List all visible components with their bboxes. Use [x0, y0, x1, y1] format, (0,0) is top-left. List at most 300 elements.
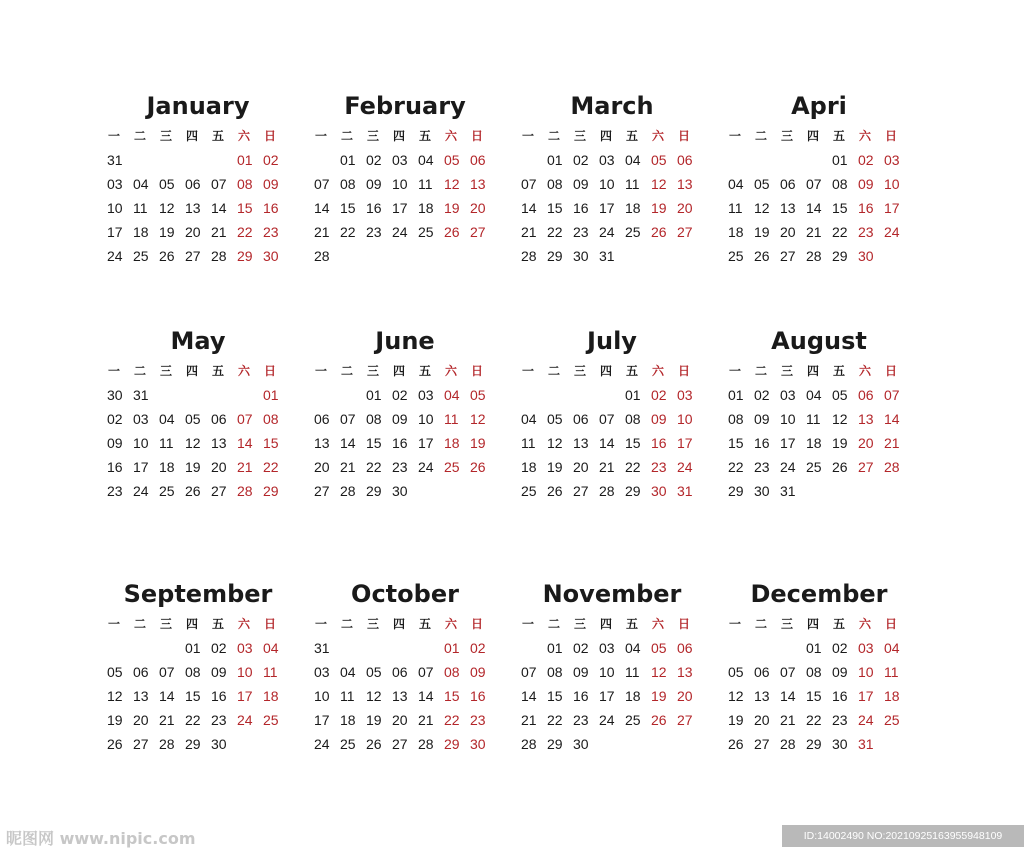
empty-cell — [829, 479, 855, 503]
weekday-header: 六 — [445, 617, 458, 631]
day-cell: 09 — [858, 176, 874, 192]
weekday-header: 六 — [445, 129, 458, 143]
weekday-header: 日 — [264, 129, 277, 143]
day-cell: 01 — [185, 640, 201, 656]
month-grid — [311, 359, 495, 503]
day-cell: 22 — [547, 712, 563, 728]
weekday-header: 日 — [471, 129, 484, 143]
day-cell: 03 — [392, 152, 408, 168]
weekday-header: 四 — [600, 617, 613, 631]
day-cell: 08 — [185, 664, 201, 680]
day-cell: 17 — [107, 224, 123, 240]
day-cell: 14 — [521, 688, 537, 704]
day-cell: 14 — [780, 688, 796, 704]
weekday-header: 一 — [108, 617, 121, 631]
day-cell: 02 — [366, 152, 382, 168]
month-title: August — [771, 327, 867, 355]
day-cell: 17 — [599, 200, 615, 216]
weekday-header: 五 — [833, 617, 846, 631]
day-cell: 02 — [392, 387, 408, 403]
day-cell: 20 — [185, 224, 201, 240]
day-cell: 01 — [832, 152, 848, 168]
day-cell: 20 — [470, 200, 486, 216]
day-cell: 30 — [651, 483, 667, 499]
day-cell: 25 — [159, 483, 175, 499]
day-cell: 15 — [185, 688, 201, 704]
day-cell: 20 — [677, 200, 693, 216]
day-cell: 18 — [159, 459, 175, 475]
day-cell: 23 — [858, 224, 874, 240]
weekday-header: 一 — [522, 617, 535, 631]
day-cell: 02 — [211, 640, 227, 656]
weekday-header: 五 — [626, 129, 639, 143]
weekday-header: 二 — [548, 617, 561, 631]
day-cell: 15 — [340, 200, 356, 216]
weekday-header: 一 — [315, 129, 328, 143]
day-cell: 04 — [806, 387, 822, 403]
empty-cell — [104, 636, 130, 660]
day-cell: 13 — [677, 664, 693, 680]
empty-cell — [208, 148, 234, 172]
day-cell: 11 — [418, 176, 433, 192]
weekday-header: 二 — [755, 617, 768, 631]
day-cell: 26 — [470, 459, 486, 475]
day-cell: 14 — [599, 435, 615, 451]
weekday-header: 四 — [186, 617, 199, 631]
day-cell: 03 — [599, 152, 615, 168]
day-cell: 06 — [754, 664, 770, 680]
month-title: March — [570, 92, 654, 120]
weekday-header: 日 — [264, 617, 277, 631]
day-cell: 23 — [573, 712, 589, 728]
weekday-header: 日 — [678, 617, 691, 631]
day-cell: 28 — [159, 736, 175, 752]
weekday-header: 三 — [367, 364, 380, 378]
day-cell: 22 — [806, 712, 822, 728]
day-cell: 18 — [806, 435, 822, 451]
day-cell: 27 — [314, 483, 330, 499]
weekday-header: 六 — [445, 364, 458, 378]
day-cell: 24 — [599, 712, 615, 728]
day-cell: 08 — [728, 411, 744, 427]
day-cell: 21 — [806, 224, 822, 240]
day-cell: 04 — [625, 152, 641, 168]
empty-cell — [467, 479, 493, 503]
weekday-header: 五 — [212, 364, 225, 378]
empty-cell — [234, 383, 260, 407]
day-cell: 14 — [340, 435, 356, 451]
weekday-header: 三 — [574, 364, 587, 378]
day-cell: 18 — [340, 712, 356, 728]
empty-cell — [881, 244, 907, 268]
weekday-header: 五 — [212, 617, 225, 631]
day-cell: 31 — [780, 483, 796, 499]
day-cell: 04 — [133, 176, 149, 192]
day-cell: 10 — [599, 664, 615, 680]
weekday-header: 一 — [729, 364, 742, 378]
day-cell: 25 — [806, 459, 822, 475]
day-cell: 27 — [133, 736, 149, 752]
day-cell: 12 — [547, 435, 563, 451]
weekday-header: 二 — [134, 129, 147, 143]
day-cell: 30 — [832, 736, 848, 752]
day-cell: 20 — [677, 688, 693, 704]
day-cell: 22 — [728, 459, 744, 475]
day-cell: 01 — [547, 640, 563, 656]
month-october — [315, 580, 495, 756]
day-cell: 28 — [780, 736, 796, 752]
month-april — [729, 92, 909, 268]
empty-cell — [518, 148, 544, 172]
day-cell: 09 — [366, 176, 382, 192]
day-cell: 12 — [107, 688, 123, 704]
day-cell: 14 — [806, 200, 822, 216]
day-cell: 09 — [107, 435, 123, 451]
month-grid — [725, 359, 909, 503]
day-cell: 08 — [625, 411, 641, 427]
day-cell: 09 — [573, 664, 589, 680]
weekday-header: 二 — [755, 129, 768, 143]
empty-cell — [389, 636, 415, 660]
day-cell: 11 — [728, 200, 743, 216]
day-cell: 30 — [263, 248, 279, 264]
empty-cell — [130, 148, 156, 172]
day-cell: 11 — [884, 664, 899, 680]
day-cell: 22 — [832, 224, 848, 240]
day-cell: 11 — [159, 435, 174, 451]
day-cell: 06 — [185, 176, 201, 192]
day-cell: 30 — [107, 387, 123, 403]
weekday-header: 三 — [781, 617, 794, 631]
day-cell: 24 — [858, 712, 874, 728]
day-cell: 17 — [392, 200, 408, 216]
day-cell: 26 — [651, 712, 667, 728]
weekday-header: 五 — [626, 617, 639, 631]
day-cell: 29 — [832, 248, 848, 264]
weekday-header: 二 — [134, 617, 147, 631]
empty-cell — [777, 636, 803, 660]
empty-cell — [881, 479, 907, 503]
day-cell: 28 — [884, 459, 900, 475]
empty-cell — [130, 636, 156, 660]
day-cell: 15 — [547, 200, 563, 216]
empty-cell — [156, 636, 182, 660]
day-cell: 13 — [677, 176, 693, 192]
day-cell: 19 — [651, 200, 667, 216]
day-cell: 24 — [884, 224, 900, 240]
day-cell: 24 — [392, 224, 408, 240]
weekday-header: 二 — [341, 129, 354, 143]
day-cell: 13 — [470, 176, 486, 192]
day-cell: 07 — [159, 664, 175, 680]
empty-cell — [803, 148, 829, 172]
month-title: September — [123, 580, 273, 608]
weekday-header: 日 — [471, 364, 484, 378]
month-title: January — [146, 92, 250, 120]
day-cell: 21 — [237, 459, 253, 475]
day-cell: 17 — [858, 688, 874, 704]
day-cell: 29 — [728, 483, 744, 499]
day-cell: 24 — [418, 459, 434, 475]
weekday-header: 六 — [652, 617, 665, 631]
weekday-header: 五 — [419, 617, 432, 631]
day-cell: 20 — [754, 712, 770, 728]
day-cell: 02 — [470, 640, 486, 656]
day-cell: 14 — [211, 200, 227, 216]
day-cell: 19 — [470, 435, 486, 451]
day-cell: 22 — [547, 224, 563, 240]
day-cell: 23 — [832, 712, 848, 728]
day-cell: 01 — [547, 152, 563, 168]
day-cell: 24 — [780, 459, 796, 475]
weekday-header: 六 — [652, 364, 665, 378]
empty-cell — [596, 383, 622, 407]
day-cell: 04 — [625, 640, 641, 656]
day-cell: 29 — [366, 483, 382, 499]
day-cell: 10 — [133, 435, 149, 451]
day-cell: 12 — [651, 664, 667, 680]
day-cell: 03 — [884, 152, 900, 168]
day-cell: 17 — [314, 712, 330, 728]
weekday-header: 二 — [134, 364, 147, 378]
day-cell: 25 — [728, 248, 744, 264]
day-cell: 23 — [573, 224, 589, 240]
month-february — [315, 92, 495, 268]
day-cell: 20 — [133, 712, 149, 728]
day-cell: 03 — [107, 176, 123, 192]
day-cell: 12 — [754, 200, 770, 216]
day-cell: 19 — [159, 224, 175, 240]
day-cell: 20 — [573, 459, 589, 475]
day-cell: 12 — [185, 435, 201, 451]
weekday-header: 四 — [600, 364, 613, 378]
weekday-header: 六 — [238, 364, 251, 378]
day-cell: 04 — [159, 411, 175, 427]
empty-cell — [363, 244, 389, 268]
day-cell: 21 — [780, 712, 796, 728]
weekday-header: 四 — [393, 364, 406, 378]
empty-cell — [803, 479, 829, 503]
day-cell: 24 — [133, 483, 149, 499]
day-cell: 13 — [314, 435, 330, 451]
day-cell: 05 — [107, 664, 123, 680]
day-cell: 17 — [599, 688, 615, 704]
day-cell: 21 — [159, 712, 175, 728]
day-cell: 28 — [340, 483, 356, 499]
weekday-header: 一 — [315, 364, 328, 378]
day-cell: 05 — [832, 387, 848, 403]
day-cell: 11 — [133, 200, 148, 216]
month-title: October — [351, 580, 459, 608]
day-cell: 13 — [780, 200, 796, 216]
month-september — [108, 580, 288, 756]
day-cell: 27 — [677, 224, 693, 240]
day-cell: 18 — [418, 200, 434, 216]
empty-cell — [441, 244, 467, 268]
empty-cell — [596, 732, 622, 756]
day-cell: 03 — [133, 411, 149, 427]
day-cell: 12 — [651, 176, 667, 192]
day-cell: 04 — [340, 664, 356, 680]
day-cell: 19 — [651, 688, 667, 704]
day-cell: 12 — [470, 411, 486, 427]
month-grid — [518, 124, 702, 268]
day-cell: 31 — [107, 152, 123, 168]
day-cell: 08 — [237, 176, 253, 192]
empty-cell — [518, 636, 544, 660]
day-cell: 28 — [806, 248, 822, 264]
month-grid — [518, 612, 702, 756]
empty-cell — [156, 383, 182, 407]
day-cell: 18 — [521, 459, 537, 475]
weekday-header: 三 — [160, 364, 173, 378]
day-cell: 01 — [366, 387, 382, 403]
empty-cell — [777, 148, 803, 172]
weekday-header: 日 — [678, 364, 691, 378]
day-cell: 10 — [392, 176, 408, 192]
day-cell: 24 — [599, 224, 615, 240]
day-cell: 19 — [728, 712, 744, 728]
day-cell: 01 — [806, 640, 822, 656]
day-cell: 16 — [211, 688, 227, 704]
day-cell: 25 — [133, 248, 149, 264]
empty-cell — [156, 148, 182, 172]
day-cell: 21 — [418, 712, 434, 728]
day-cell: 23 — [263, 224, 279, 240]
watermark-logo: 昵图网 www.nipic.com — [6, 829, 196, 848]
empty-cell — [415, 244, 441, 268]
day-cell: 10 — [677, 411, 693, 427]
day-cell: 03 — [780, 387, 796, 403]
day-cell: 02 — [754, 387, 770, 403]
day-cell: 02 — [832, 640, 848, 656]
day-cell: 23 — [470, 712, 486, 728]
day-cell: 23 — [366, 224, 382, 240]
day-cell: 22 — [444, 712, 460, 728]
day-cell: 03 — [418, 387, 434, 403]
day-cell: 28 — [521, 248, 537, 264]
day-cell: 25 — [884, 712, 900, 728]
month-title: May — [170, 327, 226, 355]
day-cell: 22 — [185, 712, 201, 728]
weekday-header: 六 — [859, 364, 872, 378]
day-cell: 26 — [185, 483, 201, 499]
month-may — [108, 327, 288, 503]
day-cell: 29 — [237, 248, 253, 264]
weekday-header: 三 — [574, 129, 587, 143]
day-cell: 25 — [625, 712, 641, 728]
weekday-header: 六 — [238, 129, 251, 143]
day-cell: 06 — [133, 664, 149, 680]
weekday-header: 四 — [600, 129, 613, 143]
day-cell: 15 — [625, 435, 641, 451]
day-cell: 03 — [599, 640, 615, 656]
weekday-header: 日 — [264, 364, 277, 378]
month-grid — [311, 612, 495, 756]
month-grid — [518, 359, 702, 503]
day-cell: 18 — [263, 688, 279, 704]
day-cell: 22 — [340, 224, 356, 240]
day-cell: 04 — [728, 176, 744, 192]
day-cell: 18 — [728, 224, 744, 240]
day-cell: 29 — [185, 736, 201, 752]
weekday-header: 三 — [160, 617, 173, 631]
day-cell: 10 — [780, 411, 796, 427]
weekday-header: 一 — [108, 364, 121, 378]
day-cell: 31 — [599, 248, 615, 264]
day-cell: 09 — [573, 176, 589, 192]
day-cell: 15 — [806, 688, 822, 704]
day-cell: 27 — [573, 483, 589, 499]
weekday-header: 六 — [859, 617, 872, 631]
day-cell: 19 — [444, 200, 460, 216]
weekday-header: 一 — [315, 617, 328, 631]
day-cell: 13 — [211, 435, 227, 451]
day-cell: 10 — [107, 200, 123, 216]
day-cell: 01 — [237, 152, 253, 168]
day-cell: 08 — [832, 176, 848, 192]
empty-cell — [415, 479, 441, 503]
empty-cell — [570, 383, 596, 407]
day-cell: 20 — [392, 712, 408, 728]
day-cell: 05 — [547, 411, 563, 427]
day-cell: 14 — [418, 688, 434, 704]
weekday-header: 日 — [678, 129, 691, 143]
empty-cell — [622, 244, 648, 268]
day-cell: 26 — [159, 248, 175, 264]
weekday-header: 三 — [367, 129, 380, 143]
day-cell: 08 — [806, 664, 822, 680]
weekday-header: 一 — [729, 129, 742, 143]
day-cell: 30 — [573, 736, 589, 752]
day-cell: 03 — [677, 387, 693, 403]
day-cell: 10 — [314, 688, 330, 704]
day-cell: 10 — [418, 411, 434, 427]
month-title: June — [375, 327, 435, 355]
day-cell: 30 — [211, 736, 227, 752]
month-july — [522, 327, 702, 503]
weekday-header: 二 — [341, 364, 354, 378]
day-cell: 02 — [651, 387, 667, 403]
day-cell: 07 — [521, 664, 537, 680]
day-cell: 26 — [547, 483, 563, 499]
month-grid — [725, 124, 909, 268]
day-cell: 08 — [263, 411, 279, 427]
day-cell: 20 — [858, 435, 874, 451]
day-cell: 30 — [470, 736, 486, 752]
day-cell: 16 — [858, 200, 874, 216]
weekday-header: 日 — [885, 617, 898, 631]
weekday-header: 二 — [548, 364, 561, 378]
day-cell: 07 — [340, 411, 356, 427]
day-cell: 16 — [366, 200, 382, 216]
day-cell: 15 — [444, 688, 460, 704]
day-cell: 16 — [754, 435, 770, 451]
day-cell: 29 — [547, 736, 563, 752]
day-cell: 27 — [470, 224, 486, 240]
day-cell: 27 — [185, 248, 201, 264]
day-cell: 11 — [263, 664, 278, 680]
day-cell: 15 — [547, 688, 563, 704]
day-cell: 17 — [133, 459, 149, 475]
day-cell: 30 — [392, 483, 408, 499]
day-cell: 04 — [444, 387, 460, 403]
day-cell: 07 — [599, 411, 615, 427]
day-cell: 05 — [651, 640, 667, 656]
day-cell: 26 — [832, 459, 848, 475]
weekday-header: 三 — [367, 617, 380, 631]
day-cell: 06 — [858, 387, 874, 403]
